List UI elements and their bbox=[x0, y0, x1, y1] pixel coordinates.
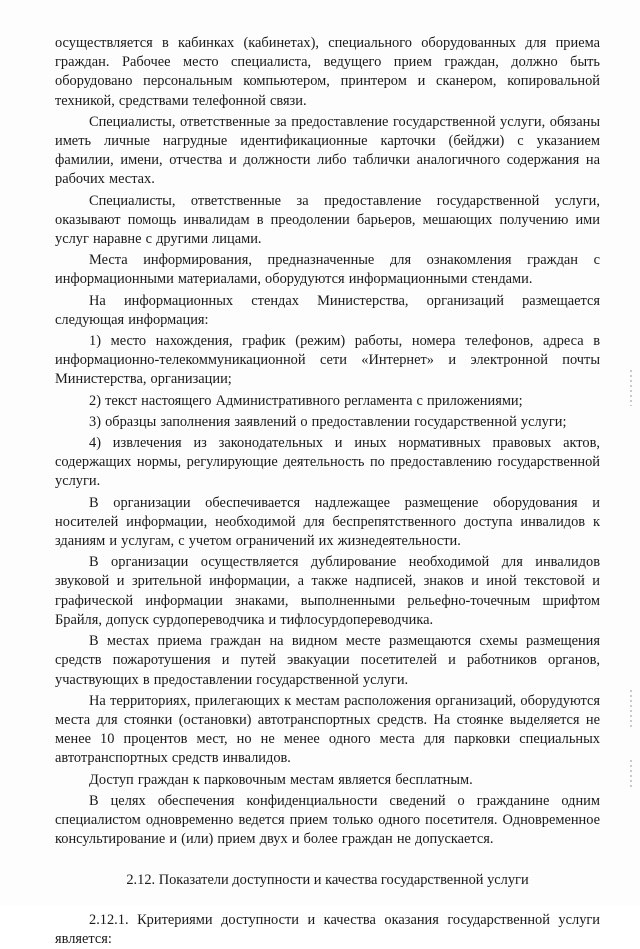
paragraph: осуществляется в кабинках (кабинетах), специального оборудованных для приема граждан. Рабочее место специалиста, ведущего прием граждан, должно быть оборудовано персональным компьютером, принтером и сканером, копировальной техникой, средствами телефонной связи. bbox=[55, 35, 600, 109]
list-item: 1) место нахождения, график (режим) работы, номера телефонов, адреса в информационно-телекоммуникационной сети «Интернет» и электронной почты Министерства, организации; bbox=[55, 333, 600, 388]
paragraph: 2.12.1. Критериями доступности и качества оказания государственной услуги является: bbox=[55, 911, 600, 947]
paragraph: Специалисты, ответственные за предоставление государственной услуги, оказывают помощь инвалидам в преодолении барьеров, мешающих получению ими услуг наравне с другими лицами. bbox=[55, 192, 600, 248]
scan-artifact bbox=[630, 690, 632, 730]
section-heading: 2.12. Показатели доступности и качества государственной услуги bbox=[126, 872, 529, 889]
paragraph: В организации осуществляется дублирование необходимой для инвалидов звуковой и зрительной информации, а также надписей, знаков и иной текстовой и графической информации знаками, выполненными рельефно-точечным шрифтом Брайля, допуск сурдопереводчика и тифлосурдопереводчика. bbox=[55, 554, 600, 628]
list-item: 3) образцы заполнения заявлений о предоставлении государственной услуги; bbox=[89, 413, 567, 430]
list-item: 4) извлечения из законодательных и иных нормативных правовых актов, содержащих нормы, регулирующие деятельность по предоставлению государственной услуги. bbox=[55, 435, 600, 490]
paragraph: В целях обеспечения конфиденциальности сведений о гражданине одним специалистом одновременно ведется прием только одного посетителя. Одновременное консультирование и (или) прием двух и более граждан не допускается. bbox=[55, 792, 600, 848]
paragraph: На информационных стендах Министерства, организаций размещается следующая информация: bbox=[55, 292, 600, 328]
paragraph: Места информирования, предназначенные для ознакомления граждан с информационными материалами, оборудуются информационными стендами. bbox=[55, 252, 600, 288]
paragraph: В организации обеспечивается надлежащее размещение оборудования и носителей информации, необходимой для беспрепятственного доступа инвалидов к зданиям и услугам, с учетом ограничений их жизнедеятельности. bbox=[55, 494, 600, 550]
paragraph: Доступ граждан к парковочным местам является бесплатным. bbox=[89, 771, 473, 788]
list-item: 2) текст настоящего Административного регламента с приложениями; bbox=[89, 392, 523, 409]
scan-artifact bbox=[630, 370, 632, 406]
scan-artifact bbox=[630, 760, 632, 788]
paragraph: Специалисты, ответственные за предоставление государственной услуги, обязаны иметь личные нагрудные идентификационные карточки (бейджи) с указанием фамилии, имени, отчества и должности либо таблички аналогичного содержания на рабочих местах. bbox=[55, 113, 600, 188]
paragraph: В местах приема граждан на видном месте размещаются схемы размещения средств пожаротушения и путей эвакуации посетителей и работников органов, участвующих в предоставлении государственной услуги. bbox=[55, 633, 600, 688]
paragraph: На территориях, прилегающих к местам расположения организаций, оборудуются места для стоянки (остановки) автотранспортных средств. На стоянке выделяется не менее 10 процентов мест, но не менее одного места для парковки специальных автотранспортных средств инвалидов. bbox=[55, 692, 600, 767]
